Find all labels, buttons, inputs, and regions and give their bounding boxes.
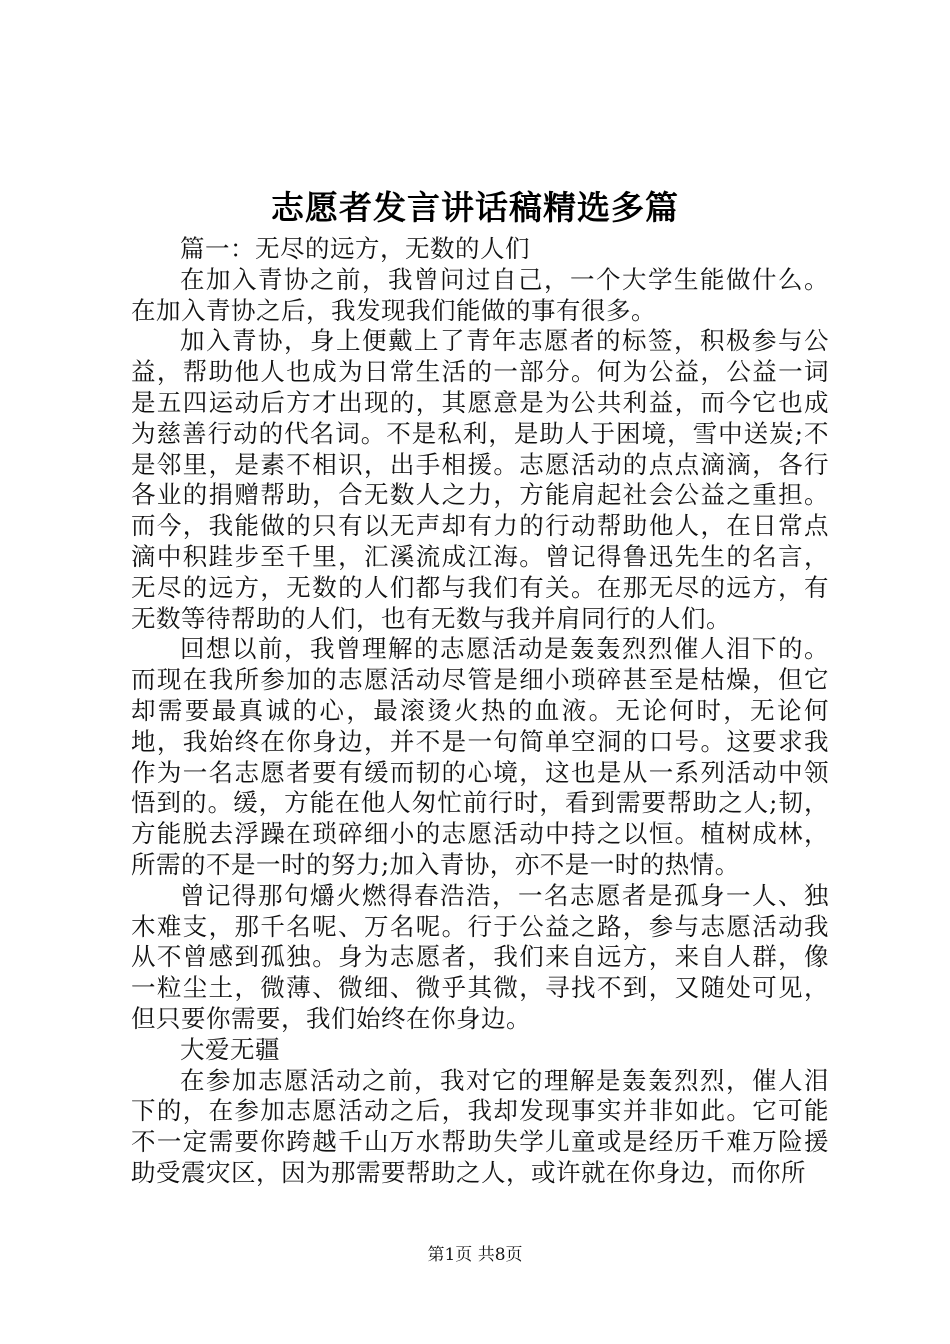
paragraph: 在参加志愿活动之前，我对它的理解是轰轰烈烈，催人泪下的，在参加志愿活动之后，我却发现事实并非如此。它可能不一定需要你跨越千山万水帮助失学儿童或是经历千难万险援助受震灾区，因为那需要帮助之人，或许就在你身边，而你所	[131, 1065, 829, 1187]
paragraph: 曾记得那句爝火燃得春浩浩，一名志愿者是孤身一人、独木难支，那千名呢、万名呢。行于公益之路，参与志愿活动我从不曾感到孤独。身为志愿者，我们来自远方，来自人群，像一粒尘土，微薄、微细、微乎其微，寻找不到，又随处可见，但只要你需要，我们始终在你身边。	[131, 880, 829, 1033]
page-number-footer: 第1页 共8页	[427, 1245, 523, 1265]
page-title: 志愿者发言讲话稿精选多篇	[271, 188, 679, 227]
paragraph: 在加入青协之前，我曾问过自己，一个大学生能做什么。在加入青协之后，我发现我们能做的事有很多。	[131, 264, 829, 325]
paragraph: 加入青协，身上便戴上了青年志愿者的标签，积极参与公益，帮助他人也成为日常生活的一部分。何为公益，公益一词是五四运动后方才出现的，其愿意是为公共利益，而今它也成为慈善行动的代名词。不是私利，是助人于困境，雪中送炭;不是邻里，是素不相识，出手相援。志愿活动的点点滴滴，各行各业的捐赠帮助，合无数人之力，方能肩起社会公益之重担。而今，我能做的只有以无声却有力的行动帮助他人，在日常点滴中积跬步至千里，汇溪流成江海。曾记得鲁迅先生的名言，无尽的远方，无数的人们都与我们有关。在那无尽的远方，有无数等待帮助的人们，也有无数与我并肩同行的人们。	[131, 326, 829, 633]
section-heading: 篇一：无尽的远方，无数的人们	[180, 234, 530, 263]
paragraph: 回想以前，我曾理解的志愿活动是轰轰烈烈催人泪下的。而现在我所参加的志愿活动尽管是细小琐碎甚至是枯燥，但它却需要最真诚的心，最滚烫火热的血液。无论何时，无论何地，我始终在你身边，并不是一句简单空洞的口号。这要求我作为一名志愿者要有缓而韧的心境，这也是从一系列活动中领悟到的。缓，方能在他人匆忙前行时，看到需要帮助之人;韧，方能脱去浮躁在琐碎细小的志愿活动中持之以恒。植树成林，所需的不是一时的努力;加入青协，亦不是一时的热情。	[131, 634, 829, 879]
document-body	[131, 234, 829, 1189]
section-heading: 大爱无疆	[180, 1034, 280, 1064]
